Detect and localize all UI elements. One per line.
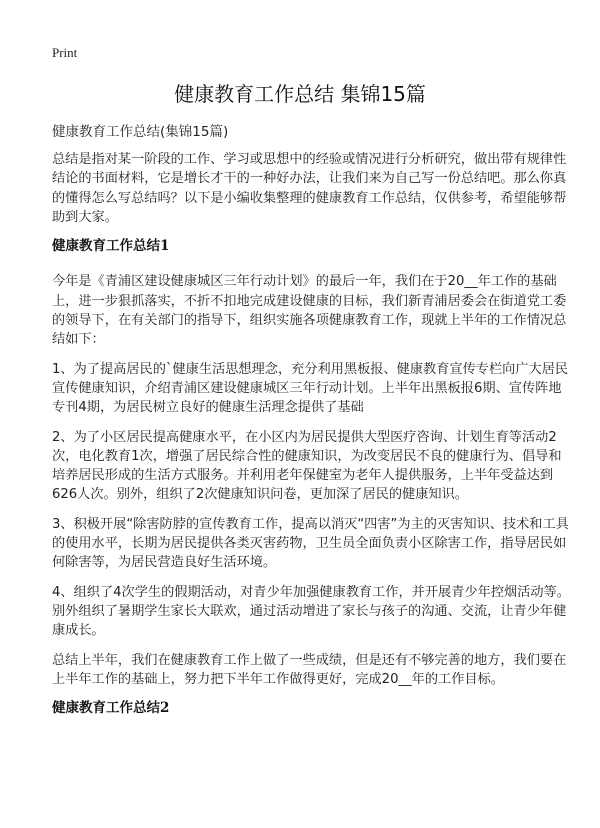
- paragraph: 2、为了小区居民提高健康水平，在小区内为居民提供大型医疗咨询、计划生育等活动2次，电化教育1次，增强了居民综合性的健康知识，为改变居民不良的健康行为、倡导和培养居民形成的生活方式服务。并利用老年保健室为老年人提供服务，上半年受益达到626人次。别外，组织了2次健康知识问卷，更加深了居民的健康知识。: [52, 429, 562, 503]
- section-heading: 健康教育工作总结2: [52, 700, 170, 717]
- document-subtitle: 健康教育工作总结(集锦15篇): [52, 124, 229, 140]
- section-heading: 健康教育工作总结1: [52, 238, 170, 255]
- page-title: 健康教育工作总结 集锦15篇: [174, 82, 426, 106]
- paragraph: 4、组织了4次学生的假期活动，对青少年加强健康教育工作，并开展青少年控烟活动等。别外组织了暑期学生家长大联欢，通过活动增进了家长与孩子的沟通、交流，让青少年健康成长。: [52, 584, 570, 639]
- print-link[interactable]: Print: [52, 45, 78, 60]
- paragraph: 总结上半年，我们在健康教育工作上做了一些成绩，但是还有不够完善的地方，我们要在上半年工作的基础上，努力把下半年工作做得更好，完成20__年的工作目标。: [52, 652, 567, 687]
- paragraph: 1、为了提高居民的`健康生活思想理念，充分利用黑板报、健康教育宣传专栏向广大居民宣传健康知识，介绍青浦区建设健康城区三年行动计划。上半年出黑板报6期、宣传阵地专刊4期，为居民树立良好的健康生活理念提供了基础: [52, 361, 569, 416]
- paragraph: 今年是《青浦区建设健康城区三年行动计划》的最后一年，我们在于20__年工作的基础上，进一步狠抓落实，不折不扣地完成建设健康的目标，我们新青浦居委会在街道党工委的领导下，在有关部门的指导下，组织实施各项健康教育工作，现就上半年的工作情况总结如下：: [52, 274, 567, 348]
- paragraph: 3、积极开展“除害防脖的宣传教育工作，提高以消灭“四害”为主的灭害知识、技术和工具的使用水平，长期为居民提供各类灭害药物，卫生员全面负责小区除害工作，指导居民如何除害等，为居民营造良好生活环境。: [52, 516, 569, 571]
- intro-paragraph: 总结是指对某一阶段的工作、学习或思想中的经验或情况进行分析研究，做出带有规律性结论的书面材料，它是增长才干的一种好办法，让我们来为自己写一份总结吧。那么你真的懂得怎么写总结吗？以下是小编收集整理的健康教育工作总结，仅供参考，希望能够帮助到大家。: [52, 152, 567, 225]
- document-body: [52, 150, 572, 734]
